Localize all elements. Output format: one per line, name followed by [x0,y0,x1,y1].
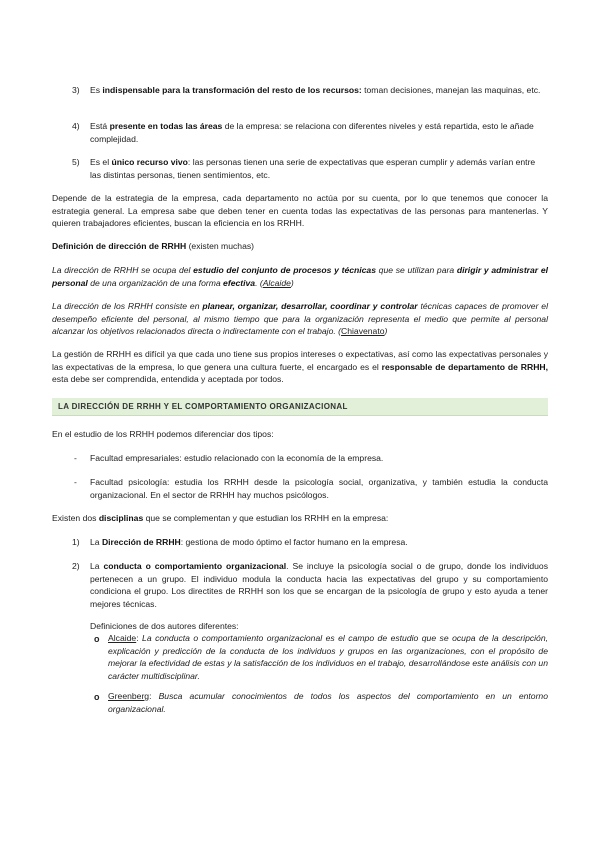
list-item: Facultad psicología: estudia los RRHH desde la psicología social, organizativa, y también estudia la conducta organizacional. En el sector de RRHH hay muchos psicólogos. [90,477,548,500]
list-item: Es indispensable para la transformación del resto de los recursos: toman decisiones, manejan las maquinas, etc. [90,85,541,95]
author-link: Alcaide [108,633,137,643]
list-number: 4) [72,121,80,131]
paragraph-gestion: La gestión de RRHH es difícil ya que cada uno tiene sus propios intereses o expectativas, así como las expectativas personales y las expectativas de la empresa, lo que genera una cultura fuerte, el encargado es el responsable de departamento de RRHH, esta debe ser comprendida, entendida y aceptada por todos. [52,349,548,385]
list-item: La conducta o comportamiento organizacional. Se incluye la psicología social o de grupo, donde los individuos pertenecen a un grupo. El individuo modula la conducta hacia las expectativas del grupo y su comportamiento condiciona el grupo. Los directites de RRHH son los que se encargan de la psicología de grupo y esto ayuda a tener mejores técnicas. [90,561,549,609]
definition-chiavenato: La dirección de los RRHH consiste en planear, organizar, desarrollar, coordinar y controlar técnicas capaces de promover el desempeño eficiente del personal, al mismo tiempo que para la organización representa el medio que permite al personal alcanzar los objetivos relacionados directa o indirectamente con el trabajo. (Chiavenato) [52,301,548,337]
list-item: Es el único recurso vivo: las personas tienen una serie de expectativas que esperan cumplir y además varían entre las distintas personas, tienen sentimientos, etc. [90,157,536,180]
definition-alcaide: La dirección de RRHH se ocupa del estudio del conjunto de procesos y técnicas que se utilizan para dirigir y administrar el personal de una organización de una forma efectiva. (Alcaide) [52,265,549,288]
circle-bullet-icon: o [94,692,100,702]
paragraph-estrategia: Depende de la estrategia de la empresa, cada departamento no actúa por su cuenta, por lo que tenemos que conocer la estrategia general. La empresa sabe que deben tener en cuenta todas las expectativas de las personas para mantenerlas. Y quieren trabajadores eficientes, buscan la eficiencia en los RRHH. [52,193,548,229]
definition-heading: Definición de dirección de RRHH (existen muchas) [52,241,255,251]
dash-marker: - [74,453,77,463]
list-number: 5) [72,157,80,167]
dash-marker: - [74,477,77,487]
circle-bullet-icon: o [94,634,100,644]
list-number: 2) [72,561,80,571]
section-heading-band [52,398,548,416]
list-item: Está presente en todas las áreas de la empresa: se relaciona con diferentes niveles y está repartida, esto le añade complejidad. [90,121,534,144]
author-link: Chiavenato [341,326,385,337]
list-item: La Dirección de RRHH: gestiona de modo óptimo el factor humano en la empresa. [90,537,408,547]
list-number: 3) [72,85,80,95]
author-definition: Alcaide: La conducta o comportamiento organizacional es el campo de estudio que se ocupa de la descripción, explicación y predicción de la conducta de los individuos y grupos en las organizaciones, con el propósito de mejorar la efectividad de estas y la satisfacción de los individuos en el trabajo, desarrollándose este análisis con un carácter multidisciplinar. [108,633,549,681]
author-definition: Greenberg: Busca acumular conocimientos de todos los aspectos del comportamiento en un entorno organizacional. [108,691,548,714]
paragraph-dos-autores: Definiciones de dos autores diferentes: [90,621,239,631]
paragraph-intro-tipos: En el estudio de los RRHH podemos diferenciar dos tipos: [52,429,274,439]
list-item: Facultad empresariales: estudio relacionado con la economía de la empresa. [90,453,384,463]
author-link: Alcaide [262,277,291,288]
section-title: LA DIRECCIÓN DE RRHH Y EL COMPORTAMIENTO ORGANIZACIONAL [58,402,348,411]
list-number: 1) [72,537,80,547]
author-link: Greenberg [108,691,150,701]
paragraph-intro-disciplinas: Existen dos disciplinas que se complementan y que estudian los RRHH en la empresa: [52,513,389,523]
